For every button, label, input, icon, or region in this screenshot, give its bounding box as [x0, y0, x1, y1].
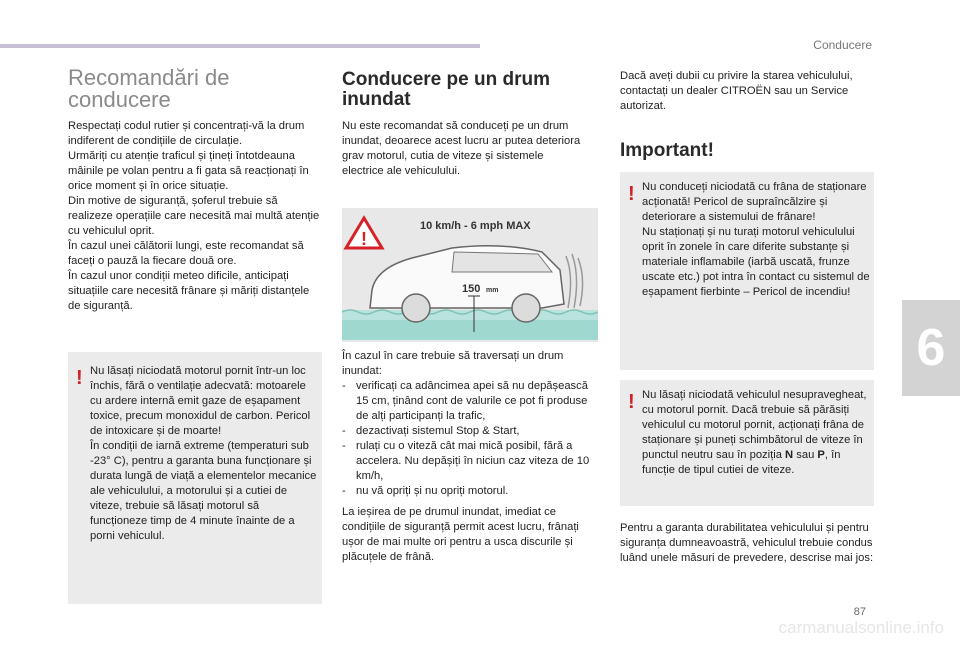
dealer-contact-text: Dacă aveți dubii cu privire la starea vehiculului, contactați un dealer CITROËN sau un Service autorizat. — [620, 70, 853, 112]
unattended-warning-box — [620, 380, 874, 506]
unattended-warning-text: Nu lăsați niciodată vehiculul nesupravegheat, cu motorul pornit. Dacă trebuie să părăsiți vehiculul cu motorul pornit, acționați frâna de staționare și puneți schimbătorul de viteze în punctul neutru sau în poziția N sau P, în funcție de tipul cutiei de viteze. — [642, 389, 867, 476]
warning-icon: ! — [628, 391, 635, 413]
ventilation-warning-box — [68, 352, 322, 604]
watermark: carmanualsonline.info — [778, 618, 944, 637]
crossing-outro: La ieșirea de pe drumul inundat, imediat ce condițiile de siguranță permit acest lucru, frânați ușor de mai multe ori pentru a usca discurile și plăcuțele de frână. — [342, 506, 579, 563]
car-in-water-illustration — [342, 208, 598, 342]
crossing-steps — [342, 379, 600, 499]
list-item: - verificați ca adâncimea apei să nu depășească 15 cm, ținând cont de valurile ce pot fi produse de alți participanți la trafic, — [342, 379, 600, 424]
parking-brake-warning-text: Nu conduceți niciodată cu frâna de staționare acționată! Pericol de supraîncălzire și deteriorare a sistemului de frânare! Nu staționați și nu turați motorul vehiculului oprit în zonele în care diferite substanțe și materiale inflamabile (iarbă uscată, frunze uscate etc.) pot intra în contact cu sistemul de eșapament fierbinte – Pericol de incendiu! — [642, 181, 870, 298]
water-depth-label: 150 — [462, 283, 481, 295]
recommendations-title: Recomandări de conducere — [68, 65, 230, 112]
crossing-lead: În cazul în care trebuie să traversați un drum inundat: — [342, 350, 564, 377]
recommendations-body: Respectați codul rutier și concentrați-vă la drum indiferent de condițiile de circulație. Urmăriți cu atenție traficul și țineți întotdeauna mâinile pe volan pentru a fi gata să reacționați în orice moment și în orice situație. Din motive de siguranță, șoferul trebuie să realizeze operațiile care necesită mai multă atenție cu vehiculul oprit. În cazul unei călătorii lungi, este recomandat să faceți o pauză la fiecare două ore. În cazul unor condiții meteo dificile, anticipați situațiile care necesită frânare și măriți distanțele de siguranță. — [68, 120, 320, 312]
header-accent-bar — [0, 44, 480, 48]
important-title: Important! — [620, 140, 714, 161]
list-item: - rulați cu o viteză cât mai mică posibil, fără a accelera. Nu depășiți în niciun caz viteza de 10 km/h, — [342, 439, 600, 484]
list-item: - nu vă opriți și nu opriți motorul. — [342, 484, 600, 499]
page-number: 87 — [853, 606, 866, 618]
section-title: Conducere — [813, 38, 872, 52]
flooded-road-figure — [342, 208, 598, 342]
warning-icon: ! — [76, 367, 83, 389]
warning-icon: ! — [628, 183, 635, 205]
list-item: - dezactivați sistemul Stop & Start, — [342, 424, 600, 439]
water-depth-unit: mm — [486, 287, 499, 294]
ventilation-warning-text: Nu lăsați niciodată motorul pornit într-un loc închis, fără o ventilație adecvată: motoarele cu ardere internă emit gaze de eșapament toxice, precum monoxidul de carbon. Pericol de intoxicare și de moarte! În condiții de iarnă extreme (temperaturi sub -23° C), pentru a garanta buna funcționare și durata lungă de viață a elementelor mecanice ale vehiculului, a motorului și a cutiei de viteze, trebuie să lăsați motorul să funcționeze timp de 4 minute înainte de a porni vehiculul. — [90, 365, 317, 542]
chapter-tab — [902, 300, 960, 396]
speed-limit-label: 10 km/h - 6 mph MAX — [420, 220, 531, 232]
precautions-intro: Pentru a garanta durabilitatea vehiculului și pentru siguranța dumneavoastră, vehiculul trebuie condus luând unele măsuri de prevedere, descrise mai jos: — [620, 522, 874, 564]
flooded-road-title: Conducere pe un drum inundat — [342, 69, 550, 110]
chapter-number: 6 — [916, 319, 946, 377]
flooded-road-intro: Nu este recomandat să conduceți pe un drum inundat, deoarece acest lucru ar putea deteriora grav motorul, cutia de viteze și sistemele electrice ale vehiculului. — [342, 120, 581, 177]
parking-brake-warning-box — [620, 172, 874, 370]
svg-text:!: ! — [361, 229, 367, 249]
